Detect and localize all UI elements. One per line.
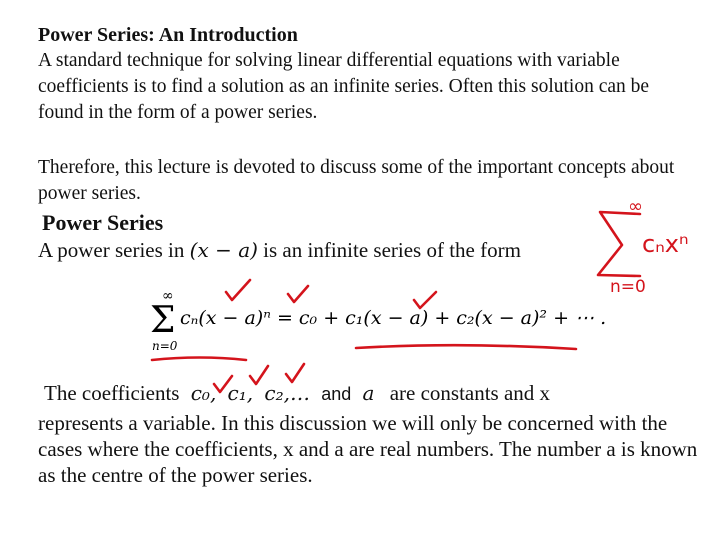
coef-a: a xyxy=(362,381,375,405)
hw-sigma-icon xyxy=(598,212,640,276)
power-series-heading: Power Series xyxy=(42,210,164,235)
series-expansion: cₙ(x − a)ⁿ = c₀ + c₁(x − a) + c₂(x − a)² + ⋯ . xyxy=(180,307,607,329)
coefficients-lead: The coefficients xyxy=(44,381,180,405)
coefficients-line xyxy=(44,381,550,406)
closing-paragraph: represents a variable. In this discussion we will only be concerned with the cases where the coefficients, x and a are real numbers. The number a is known as the centre of the power series. xyxy=(38,411,698,487)
check-icon xyxy=(286,364,304,382)
sigma-symbol: Σ xyxy=(150,300,176,341)
definition-before: A power series in xyxy=(38,238,190,262)
coef-c2: c₂,… xyxy=(264,381,310,405)
coef-c0: c₀, xyxy=(190,381,217,405)
definition-math: (x − a) xyxy=(189,238,258,262)
power-series-formula xyxy=(148,280,618,360)
hw-sum-bottom: n=0 xyxy=(610,277,646,297)
definition-after: is an infinite series of the form xyxy=(257,238,521,262)
hw-sum-body: cₙxⁿ xyxy=(642,230,689,258)
definition-line xyxy=(38,238,521,263)
slide-title: Power Series: An Introduction xyxy=(38,24,298,46)
sum-lower-limit: n=0 xyxy=(152,339,178,353)
sum-upper-limit: ∞ xyxy=(162,288,174,304)
coef-c1: c₁, xyxy=(227,381,254,405)
hw-infinity: ∞ xyxy=(628,196,643,217)
therefore-paragraph: Therefore, this lecture is devoted to discuss some of the important concepts about power series. xyxy=(38,157,675,204)
coefficients-tail: are constants and x xyxy=(389,381,551,405)
intro-paragraph: A standard technique for solving linear differential equations with variable coefficients is to find a solution as an infinite series. Often this solution can be found in the form of a power series. xyxy=(38,50,650,123)
coef-and: and xyxy=(321,384,352,404)
